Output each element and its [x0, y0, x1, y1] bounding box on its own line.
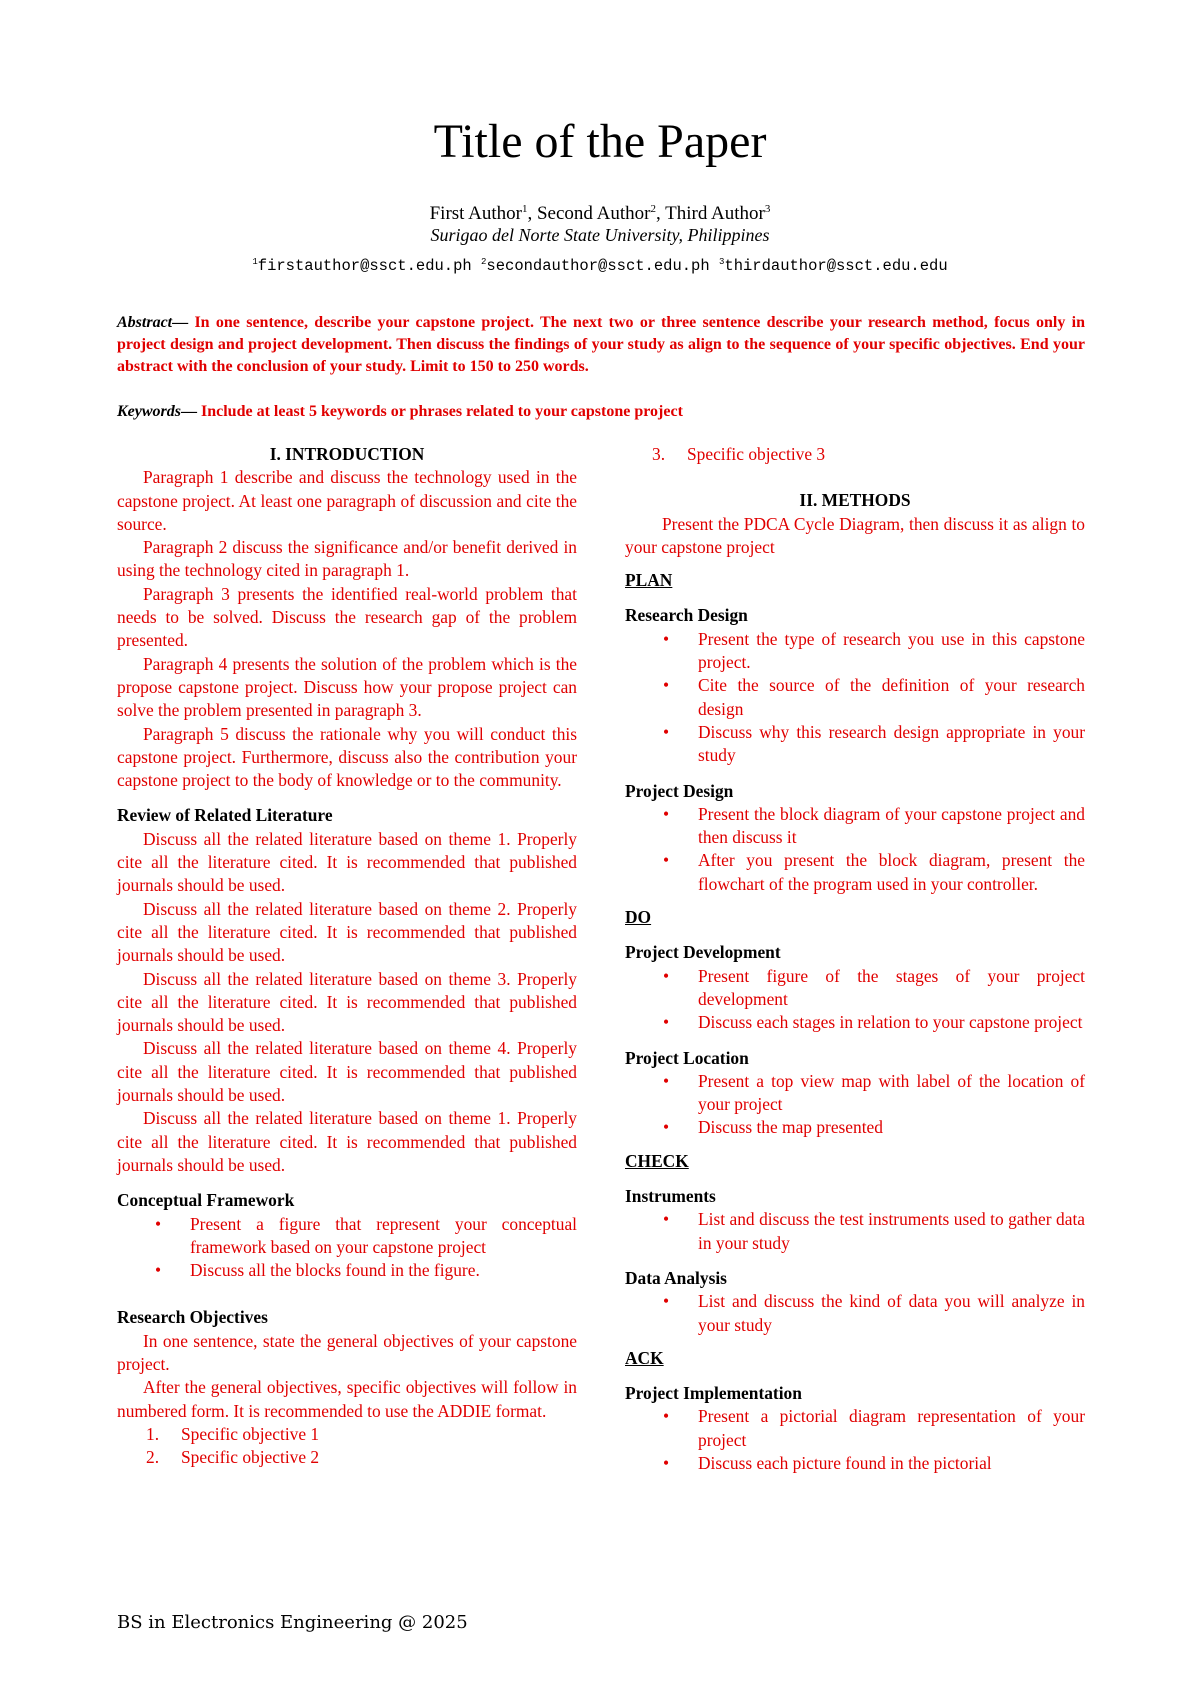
bullet-icon: • — [663, 1291, 670, 1312]
bullet-icon: • — [155, 1260, 162, 1281]
list-item-text: Present a top view map with label of the location of your project — [698, 1070, 1085, 1115]
list-item-text: Specific objective 3 — [687, 444, 826, 464]
list-item-text: Discuss each stages in relation to your capstone project — [698, 1012, 1083, 1033]
list-item-text: Present the block diagram of your capstone project and then discuss it — [698, 803, 1085, 848]
subheading-project-implementation: Project Implementation — [625, 1383, 802, 1404]
author-email: firstauthor@ssct.edu.ph — [257, 257, 472, 275]
email-line — [0, 251, 1200, 277]
list-item — [117, 1213, 577, 1260]
list-item — [625, 1208, 1085, 1255]
bullet-icon: • — [663, 803, 670, 824]
author-sup: 1 — [521, 203, 528, 215]
list-item-text: Present a figure that represent your conceptual framework based on your capstone project — [190, 1213, 577, 1257]
bullet-list — [625, 1070, 1085, 1140]
methods-intro: Present the PDCA Cycle Diagram, then discuss it as align to your capstone project — [625, 513, 1085, 557]
list-item-text: Present the type of research you use in this capstone project. — [698, 628, 1085, 673]
list-item — [625, 1405, 1085, 1452]
author-name: Second Author — [536, 203, 651, 224]
author-name: Third Author — [665, 203, 765, 224]
keywords-label: Keywords — [117, 403, 181, 420]
email-sup: 1 — [252, 257, 258, 267]
numbered-list — [117, 1423, 577, 1470]
list-item — [625, 965, 1085, 1012]
bullet-icon: • — [663, 1070, 670, 1091]
bullet-list — [625, 803, 1085, 896]
subheading-project-location: Project Location — [625, 1047, 749, 1068]
pdca-plan: PLAN — [625, 570, 673, 591]
bullet-icon: • — [663, 721, 670, 742]
bullet-list — [625, 1208, 1085, 1255]
bullet-icon: • — [663, 1406, 670, 1427]
author-name: First Author — [429, 203, 522, 224]
bullet-list — [625, 628, 1085, 768]
list-item-text: Discuss why this research design appropriate in your study — [698, 721, 1085, 766]
rrl-paragraph: Discuss all the related literature based on theme 2. Properly cite all the literature cited. It is recommended that published journals should be used. — [117, 898, 577, 966]
intro-paragraph: Paragraph 4 presents the solution of the problem which is the propose capstone project. Discuss how your propose project can solve the problem presented in paragraph 3. — [117, 653, 577, 721]
subheading-review-of-related-literature: Review of Related Literature — [117, 805, 333, 826]
rrl-paragraph: Discuss all the related literature based on theme 4. Properly cite all the literature cited. It is recommended that published journals should be used. — [117, 1038, 577, 1106]
author-email: secondauthor@ssct.edu.ph — [486, 257, 710, 275]
author-sup: 3 — [764, 203, 771, 215]
pdca-do: DO — [625, 907, 652, 928]
subheading-research-design: Research Design — [625, 605, 748, 626]
list-item — [625, 1452, 1085, 1475]
paper-title: Title of the Paper — [433, 115, 767, 168]
subheading-conceptual-framework: Conceptual Framework — [117, 1190, 295, 1211]
list-item — [625, 443, 1085, 466]
list-item-text: Discuss each picture found in the pictorial — [698, 1452, 992, 1473]
list-item-text: List and discuss the kind of data you will analyze in your study — [698, 1291, 1085, 1335]
author-sup: 2 — [650, 203, 656, 215]
list-item-text: After you present the block diagram, present the flowchart of the program used in your controller. — [698, 850, 1085, 894]
list-item-text: Discuss all the blocks found in the figure. — [190, 1260, 480, 1281]
subheading-data-analysis: Data Analysis — [625, 1267, 727, 1288]
list-item — [625, 1011, 1085, 1034]
list-item — [625, 721, 1085, 768]
list-item — [625, 1070, 1085, 1117]
section-heading-methods: II. METHODS — [799, 490, 911, 511]
subheading-project-development: Project Development — [625, 942, 781, 963]
list-item — [625, 803, 1085, 850]
list-item — [117, 1259, 577, 1282]
abstract-dash: — — [172, 314, 195, 331]
bullet-list — [625, 1405, 1085, 1475]
bullet-list — [117, 1213, 577, 1283]
list-item-text: Cite the source of the definition of your research design — [698, 675, 1085, 719]
subheading-research-objectives: Research Objectives — [117, 1307, 268, 1328]
list-item-text: List and discuss the test instruments used to gather data in your study — [698, 1209, 1085, 1253]
affiliation: Surigao del Norte State University, Philippines — [430, 225, 770, 245]
list-number: 2. — [146, 1447, 160, 1468]
list-number: 1. — [146, 1423, 160, 1444]
subheading-instruments: Instruments — [625, 1186, 716, 1207]
author-email: thirdauthor@ssct.edu.edu — [724, 257, 948, 275]
intro-paragraph: Paragraph 5 discuss the rationale why you will conduct this capstone project. Furthermore, discuss also the contribution your capstone project to the body of knowledge or to the community. — [117, 723, 577, 791]
list-item — [117, 1446, 577, 1469]
pdca-check: CHECK — [625, 1150, 689, 1171]
left-column — [117, 443, 577, 1469]
bullet-list — [625, 1290, 1085, 1337]
bullet-icon: • — [663, 1452, 670, 1473]
list-item — [117, 1423, 577, 1446]
list-item-text: Present a pictorial diagram representation of your project — [698, 1406, 1085, 1450]
bullet-icon: • — [663, 1209, 670, 1230]
page-footer: BS in Electronics Engineering @ 2025 — [117, 1612, 468, 1633]
abstract-label: Abstract — [117, 314, 173, 331]
email-sup: 3 — [718, 257, 725, 267]
intro-paragraph: Paragraph 3 presents the identified real-world problem that needs to be solved. Discuss the research gap of the problem presented. — [117, 583, 577, 651]
ro-paragraph: In one sentence, state the general objectives of your capstone project. — [117, 1330, 577, 1374]
bullet-icon: • — [155, 1213, 162, 1234]
author-line: First Author$^1$, Second Author$^2$, Third Author$^3$ — [429, 203, 771, 224]
keywords-dash: — — [181, 403, 201, 420]
list-item-text: Present figure of the stages of your project development — [698, 965, 1085, 1009]
ro-paragraph: After the general objectives, specific objectives will follow in numbered form. It is recommended to use the ADDIE format. — [117, 1377, 577, 1421]
pdca-ack: ACK — [625, 1347, 664, 1368]
bullet-icon: • — [663, 1012, 670, 1033]
list-item-text: Discuss the map presented — [698, 1117, 883, 1138]
bullet-list — [625, 965, 1085, 1035]
right-column — [625, 443, 1085, 1475]
list-number: 3. — [652, 444, 666, 464]
list-item — [625, 849, 1085, 896]
list-item — [625, 674, 1085, 721]
list-item-text: Specific objective 2 — [181, 1447, 320, 1468]
abstract — [117, 312, 1085, 378]
bullet-icon: • — [663, 675, 670, 696]
abstract-text: In one sentence, describe your capstone project. The next two or three sentence describe your research method, focus only in project design and project development. Then discuss the findings of your study as align to the sequence of your specific objectives. End your abstract with the conclusion of your study. Limit to 150 to 250 words. — [117, 314, 1086, 375]
list-item — [625, 628, 1085, 675]
rrl-paragraph: Discuss all the related literature based on theme 1. Properly cite all the literature cited. It is recommended that published journals should be used. — [117, 828, 577, 896]
numbered-list — [625, 443, 1085, 466]
bullet-icon: • — [663, 628, 670, 649]
list-item — [625, 1116, 1085, 1139]
keywords-text: Include at least 5 keywords or phrases related to your capstone project — [201, 403, 683, 420]
bullet-icon: • — [663, 965, 670, 986]
subheading-project-design: Project Design — [625, 780, 734, 801]
list-item-text: Specific objective 1 — [181, 1423, 320, 1444]
intro-paragraph: Paragraph 1 describe and discuss the technology used in the capstone project. At least one paragraph of discussion and cite the source. — [117, 467, 577, 534]
rrl-paragraph: Discuss all the related literature based on theme 3. Properly cite all the literature cited. It is recommended that published journals should be used. — [117, 968, 577, 1036]
email-sup: 2 — [481, 257, 487, 267]
rrl-paragraph: Discuss all the related literature based on theme 1. Properly cite all the literature cited. It is recommended that published journals should be used. — [117, 1108, 577, 1175]
bullet-icon: • — [663, 1117, 670, 1138]
intro-paragraph: Paragraph 2 discuss the significance and/or benefit derived in using the technology cited in paragraph 1. — [117, 537, 577, 581]
section-heading-introduction: I. INTRODUCTION — [269, 444, 425, 464]
bullet-icon: • — [663, 850, 670, 871]
keywords — [117, 401, 1085, 423]
list-item — [625, 1290, 1085, 1337]
